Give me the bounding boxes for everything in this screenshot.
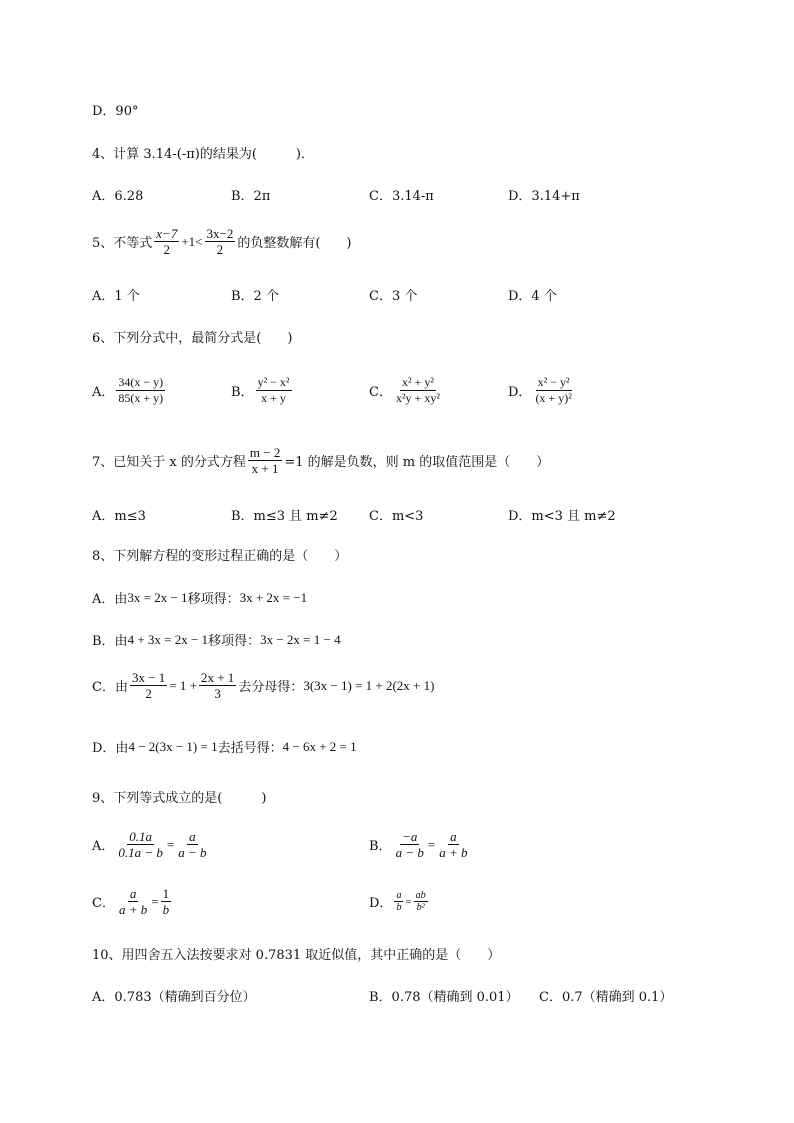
q6-option-d [508, 375, 576, 406]
q5-option-b: B．2 个 [231, 289, 279, 304]
q9-a-equals: = [166, 836, 175, 852]
q6-option-c [369, 375, 444, 406]
q9-a-left-denominator: 0.1a − b [118, 845, 163, 860]
q6-a-denominator: 85(x + y) [118, 391, 164, 405]
q10-stem: 10、用四舍五入法按要求对 0.7831 取近似值，其中正确的是（ ） [92, 948, 501, 963]
q9-d-label: D． [369, 896, 393, 911]
q6-c-fraction [394, 375, 442, 406]
q4-option-c: C．3.14-π [369, 189, 434, 204]
q8-c-pre: C．由 [92, 680, 128, 695]
q7-option-c: C．m<3 [369, 509, 424, 524]
q9-c-left-denominator: a + b [118, 902, 148, 917]
q9-d-left-numerator: a [396, 890, 402, 901]
q5-suffix: 的负整数解有( ) [237, 236, 352, 251]
q9-c-right-numerator: 1 [162, 886, 170, 901]
q8-c-f1-denominator: 2 [145, 686, 152, 701]
q9-option-c [92, 886, 173, 917]
q8-option-c [92, 670, 434, 701]
q8-c-mid: 去分母得： [238, 680, 304, 695]
q5-f2-denominator: 2 [216, 242, 224, 257]
q6-b-label: B． [231, 385, 254, 400]
q5-prefix: 5、不等式 [92, 236, 153, 251]
q4-stem: 4、计算 3.14-(-π)的结果为( )． [92, 147, 314, 162]
q6-a-label: A． [92, 385, 115, 400]
q6-option-b [231, 375, 294, 406]
q9-d-equals: = [405, 895, 412, 908]
q9-d-left-fraction [394, 890, 403, 913]
q9-a-right-numerator: a [189, 829, 196, 844]
q10-option-b: B．0.78（精确到 0.01） [369, 990, 519, 1005]
q8-stem: 8、下列解方程的变形过程正确的是（ ） [92, 549, 348, 564]
q9-b-right-numerator: a [450, 829, 457, 844]
q9-option-b [369, 829, 471, 860]
q7-stem [92, 445, 549, 476]
q8-c-f2-numerator: 2x + 1 [200, 670, 235, 685]
q9-b-left-numerator: −a [402, 829, 418, 844]
q8-d-mid: 去括号得： [217, 741, 283, 756]
q5-fraction-left [154, 226, 179, 257]
q9-c-equals: = [151, 893, 159, 909]
q7-prefix: 7、已知关于 x 的分式方程 [92, 455, 246, 470]
q7-option-d: D．m<3 且 m≠2 [508, 509, 616, 524]
q9-c-label: C． [92, 896, 115, 911]
q8-c-eq2: 3(3x − 1) = 1 + 2(2x + 1) [303, 677, 435, 693]
q6-b-fraction [256, 375, 292, 406]
q9-b-right-fraction [437, 829, 469, 860]
q8-b-eq1: 4 + 3x = 2x − 1 [127, 631, 209, 647]
q10-option-c: C．0.7（精确到 0.1） [539, 990, 673, 1005]
q5-option-d: D．4 个 [508, 289, 557, 304]
q5-mid: +1< [181, 233, 203, 249]
q3-option-d: D．90° [92, 104, 139, 119]
q9-a-right-fraction [176, 829, 208, 860]
q9-d-right-denominator: b² [416, 902, 425, 913]
q9-b-left-denominator: a − b [395, 845, 424, 860]
q6-option-a [92, 375, 167, 406]
q7-fraction [248, 445, 282, 476]
q8-b-mid: 移项得： [208, 634, 261, 649]
q8-c-fraction-1 [130, 670, 167, 701]
q8-a-pre: A．由 [92, 592, 128, 607]
q9-d-left-denominator: b [396, 902, 402, 913]
q7-denominator: x + 1 [251, 461, 279, 476]
q5-option-a: A．1 个 [92, 289, 140, 304]
q9-b-equals: = [427, 836, 436, 852]
q6-d-fraction [533, 375, 573, 406]
q6-d-denominator: (x + y)² [535, 391, 572, 405]
q6-a-fraction [116, 375, 165, 406]
q5-option-c: C．3 个 [369, 289, 418, 304]
q8-d-eq1: 4 − 2(3x − 1) = 1 [128, 738, 218, 754]
q9-a-label: A． [92, 839, 115, 854]
q5-fraction-right [205, 226, 236, 257]
q7-numerator: m − 2 [249, 445, 281, 460]
q4-option-a: A．6.28 [92, 189, 144, 204]
q8-c-fraction-2 [199, 670, 236, 701]
q8-c-f2-denominator: 3 [214, 686, 221, 701]
q9-b-label: B． [369, 839, 392, 854]
q6-b-numerator: y² − x² [257, 375, 290, 389]
q7-option-a: A．m≤3 [92, 509, 146, 524]
q6-a-numerator: 34(x − y) [118, 375, 164, 389]
q4-option-b: B．2π [231, 189, 271, 204]
q9-d-right-fraction [414, 890, 428, 913]
q9-a-left-numerator: 0.1a [129, 829, 153, 844]
q6-c-denominator: x²y + xy² [395, 391, 440, 405]
q9-option-a [92, 829, 211, 860]
q6-stem: 6、下列分式中，最简分式是( ) [92, 331, 293, 346]
q8-d-eq2: 4 − 6x + 2 = 1 [282, 738, 357, 754]
q7-option-b: B．m≤3 且 m≠2 [231, 509, 338, 524]
q9-stem: 9、下列等式成立的是( ) [92, 791, 267, 806]
q9-c-right-denominator: b [162, 902, 170, 917]
q6-d-numerator: x² − y² [537, 375, 570, 389]
q6-d-label: D． [508, 385, 532, 400]
q8-b-pre: B．由 [92, 634, 128, 649]
q10-option-a: A．0.783（精确到百分位） [92, 990, 256, 1005]
q9-c-left-numerator: a [129, 886, 137, 901]
q8-a-eq2: 3x + 2x = −1 [239, 589, 308, 605]
q5-f2-numerator: 3x−2 [206, 226, 234, 241]
q8-d-pre: D．由 [92, 741, 129, 756]
q7-suffix: =1 的解是负数，则 m 的取值范围是（ ） [284, 455, 550, 470]
q6-b-denominator: x + y [261, 391, 286, 405]
q8-c-f1-numerator: 3x − 1 [131, 670, 166, 685]
q8-b-eq2: 3x − 2x = 1 − 4 [260, 631, 341, 647]
q9-b-left-fraction [394, 829, 426, 860]
q9-a-left-fraction [116, 829, 165, 860]
q8-c-eqmid: = 1 + [169, 677, 197, 693]
q5-stem [92, 226, 352, 257]
q8-a-eq1: 3x = 2x − 1 [127, 589, 188, 605]
q9-d-right-numerator: ab [415, 890, 426, 901]
q9-c-right-fraction [161, 886, 172, 917]
q8-option-b [92, 630, 341, 649]
q8-a-mid: 移项得： [187, 592, 240, 607]
q6-c-label: C． [369, 385, 392, 400]
q5-f1-denominator: 2 [163, 242, 171, 257]
q4-option-d: D．3.14+π [508, 189, 580, 204]
q9-b-right-denominator: a + b [439, 845, 468, 860]
q8-option-a [92, 588, 307, 607]
q5-f1-numerator: x−7 [156, 226, 178, 241]
q9-a-right-denominator: a − b [178, 845, 207, 860]
q9-c-left-fraction [117, 886, 149, 917]
q9-option-d [369, 890, 430, 913]
q8-option-d [92, 737, 357, 756]
q6-c-numerator: x² + y² [401, 375, 434, 389]
